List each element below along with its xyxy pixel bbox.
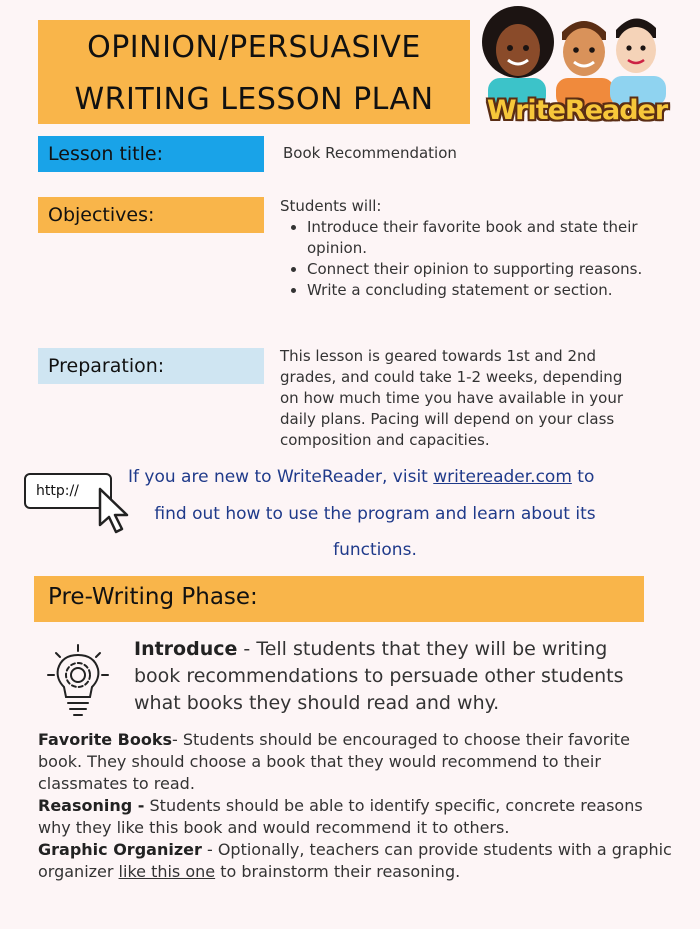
title-banner xyxy=(38,20,470,124)
notice-prefix: If you are new to WriteReader, visit xyxy=(128,467,434,487)
writereader-logo xyxy=(474,2,674,134)
writereader-link[interactable]: writereader.com xyxy=(433,467,572,487)
reasoning-paragraph xyxy=(38,795,678,839)
page-title-line1: OPINION/PERSUASIVE xyxy=(87,30,421,65)
favorite-books-body: - Students should be encouraged to choose their favorite book. They should choose a book that they would recommend to their classmates to read. xyxy=(38,730,630,793)
phase-title: Pre-Writing Phase: xyxy=(48,584,258,610)
notice-line2: find out how to use the program and learn about its xyxy=(154,504,596,524)
lesson-title-label-bar xyxy=(38,136,264,172)
url-label: http:// xyxy=(36,483,79,499)
favorite-books-heading: Favorite Books xyxy=(38,730,172,749)
graphic-organizer-body-a: - Optionally, teachers can provide students with a graphic organizer xyxy=(38,840,672,881)
objectives-label-bar xyxy=(38,197,264,233)
list-item: • Introduce their favorite book and state their opinion. xyxy=(307,217,652,259)
phase-details xyxy=(38,729,678,883)
introduce-body: - Tell students that they will be writing book recommendations to persuade other students what books they should read and why. xyxy=(134,638,624,714)
notice-line3: functions. xyxy=(333,540,417,560)
introduce-paragraph xyxy=(134,636,654,717)
preparation-label: Preparation: xyxy=(48,355,165,377)
objectives-label: Objectives: xyxy=(48,204,155,226)
introduce-heading: Introduce xyxy=(134,638,238,660)
page-title-line2: WRITING LESSON PLAN xyxy=(74,82,434,117)
graphic-organizer-paragraph xyxy=(38,839,678,883)
logo-text: WriteReader xyxy=(486,95,668,126)
objectives-intro: Students will: xyxy=(280,197,382,215)
preparation-text: This lesson is geared towards 1st and 2nd grades, and could take 1-2 weeks, depending on how much time you have available in your daily plans. Pacing will depend on your class composition and capacities. xyxy=(280,347,624,449)
lesson-title-value: Book Recommendation xyxy=(283,144,457,162)
lesson-title-label: Lesson title: xyxy=(48,143,163,165)
list-item: • Write a concluding statement or section. xyxy=(307,280,652,301)
notice-line1 xyxy=(128,467,594,487)
list-item: • Connect their opinion to supporting reasons. xyxy=(307,259,652,280)
notice-suffix: to xyxy=(571,467,595,487)
graphic-organizer-heading: Graphic Organizer xyxy=(38,840,202,859)
lightbulb-gear-icon xyxy=(46,643,110,719)
cursor-arrow-icon xyxy=(96,487,132,535)
preparation-label-bar xyxy=(38,348,264,384)
reasoning-body: Students should be able to identify specific, concrete reasons why they like this book and would recommend it to others. xyxy=(38,796,643,837)
phase-banner xyxy=(34,576,644,622)
objectives-list xyxy=(280,217,652,301)
favorite-books-paragraph xyxy=(38,729,678,795)
graphic-organizer-body-b: to brainstorm their reasoning. xyxy=(215,862,461,881)
graphic-organizer-link[interactable]: like this one xyxy=(118,862,216,881)
reasoning-heading: Reasoning - xyxy=(38,796,145,815)
